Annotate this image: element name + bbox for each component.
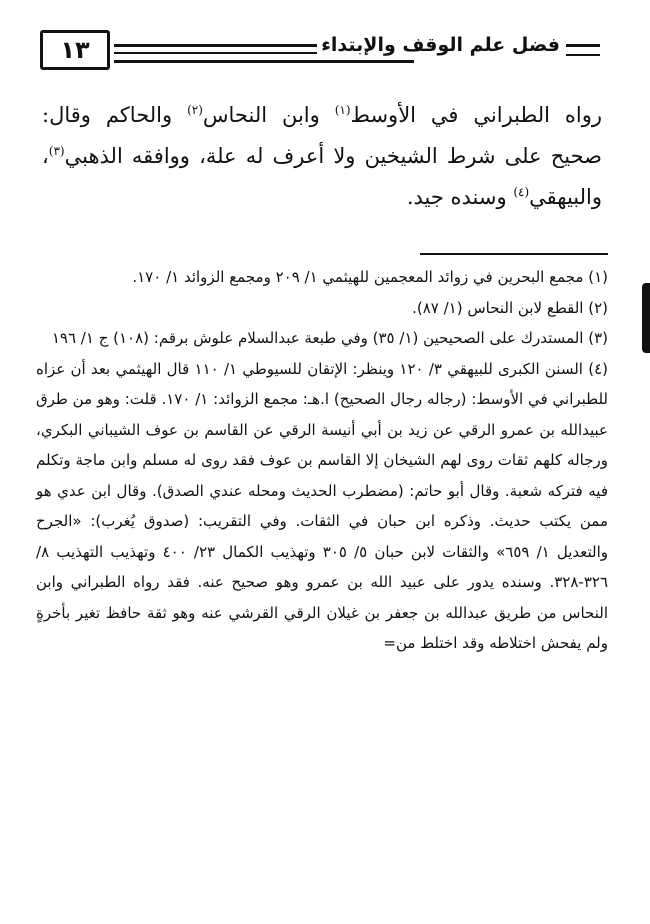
footnote-1: (١) مجمع البحرين في زوائد المعجمين للهيثمي ١/ ٢٠٩ ومجمع الزوائد ١/ ١٧٠. — [132, 268, 608, 286]
page-number: ١٣ — [60, 36, 90, 64]
main-text: رواه الطبراني في الأوسط — [350, 103, 602, 127]
header-rule — [114, 60, 414, 63]
footnote-ref-3[interactable]: (٣) — [48, 144, 65, 158]
footnote-ref-4[interactable]: (٤) — [513, 185, 530, 199]
running-title: فضل علم الوقف والإبتداء — [317, 34, 560, 56]
main-paragraph — [42, 95, 602, 218]
footnotes — [36, 262, 608, 659]
footnote-separator — [420, 253, 608, 255]
page-edge-mark — [642, 283, 650, 353]
footnote-ref-2[interactable]: (٢) — [187, 103, 203, 117]
main-text: ، والبيهقي — [42, 144, 602, 209]
header-rule-end — [566, 54, 600, 56]
page-header — [40, 30, 600, 74]
main-text: والحاكم وقال: صحيح على شرط الشيخين ولا أعرف له علة، ووافقه الذهبي — [42, 103, 602, 168]
main-text: وابن النحاس — [202, 103, 335, 127]
footnote-3: (٣) المستدرك على الصحيحين (١/ ٣٥) وفي طبعة عبدالسلام علوش برقم: (١٠٨) ج ١/ ١٩٦ — [51, 329, 608, 347]
footnote-2: (٢) القطع لابن النحاس (١/ ٨٧). — [412, 298, 608, 317]
page-number-box — [40, 30, 110, 70]
footnote-ref-1[interactable]: (١) — [334, 103, 351, 117]
footnote-4: (٤) السنن الكبرى للبيهقي ٣/ ١٢٠ وينظر: الإتقان للسيوطي ١/ ١١٠ قال الهيثمي بعد أن عزاه للطبراني في الأوسط: (رجاله رجال الصحيح) ا.هـ: مجمع الزوائد: ١/ ١٧٠. قلت: وهو من طرق عبيدالله بن عمرو الرقي عن زيد بن أبي أنيسة الرقي عن القاسم بن عوف الشيباني البكري، ورجاله كلهم ثقات روى لهم الشيخان إلا القاسم بن عوف فقد روى له مسلم وابن ماجة وتكلم فيه فتركه شعبة. وقال أبو حاتم: (مضطرب الحديث ومحله عندي الصدق). وقال ابن عدي هو ممن يكتب حديث. وذكره ابن حبان في الثقات. وفي التقريب: (صدوق يُغرب): «الجرح والتعديل ١/ ٦٥٩» والثقات لابن حبان ٥/ ٣٠٥ وتهذيب الكمال ٢٣/ ٤٠٠ وتهذيب التهذيب ٨/ ٣٢٦-٣٢٨. وسنده يدور على عبيد الله بن عمرو وهو صحيح عنه. فقد رواه الطبراني وابن النحاس من طريق عبدالله بن جعفر بن غيلان الرقي القرشي عنه وهو ثقة حافظ تغير بأخرةٍ ولم يفحش اختلاطه وقد اختلط من= — [36, 359, 609, 652]
main-text: وسنده جيد. — [406, 185, 514, 209]
header-rule-end — [566, 44, 600, 47]
